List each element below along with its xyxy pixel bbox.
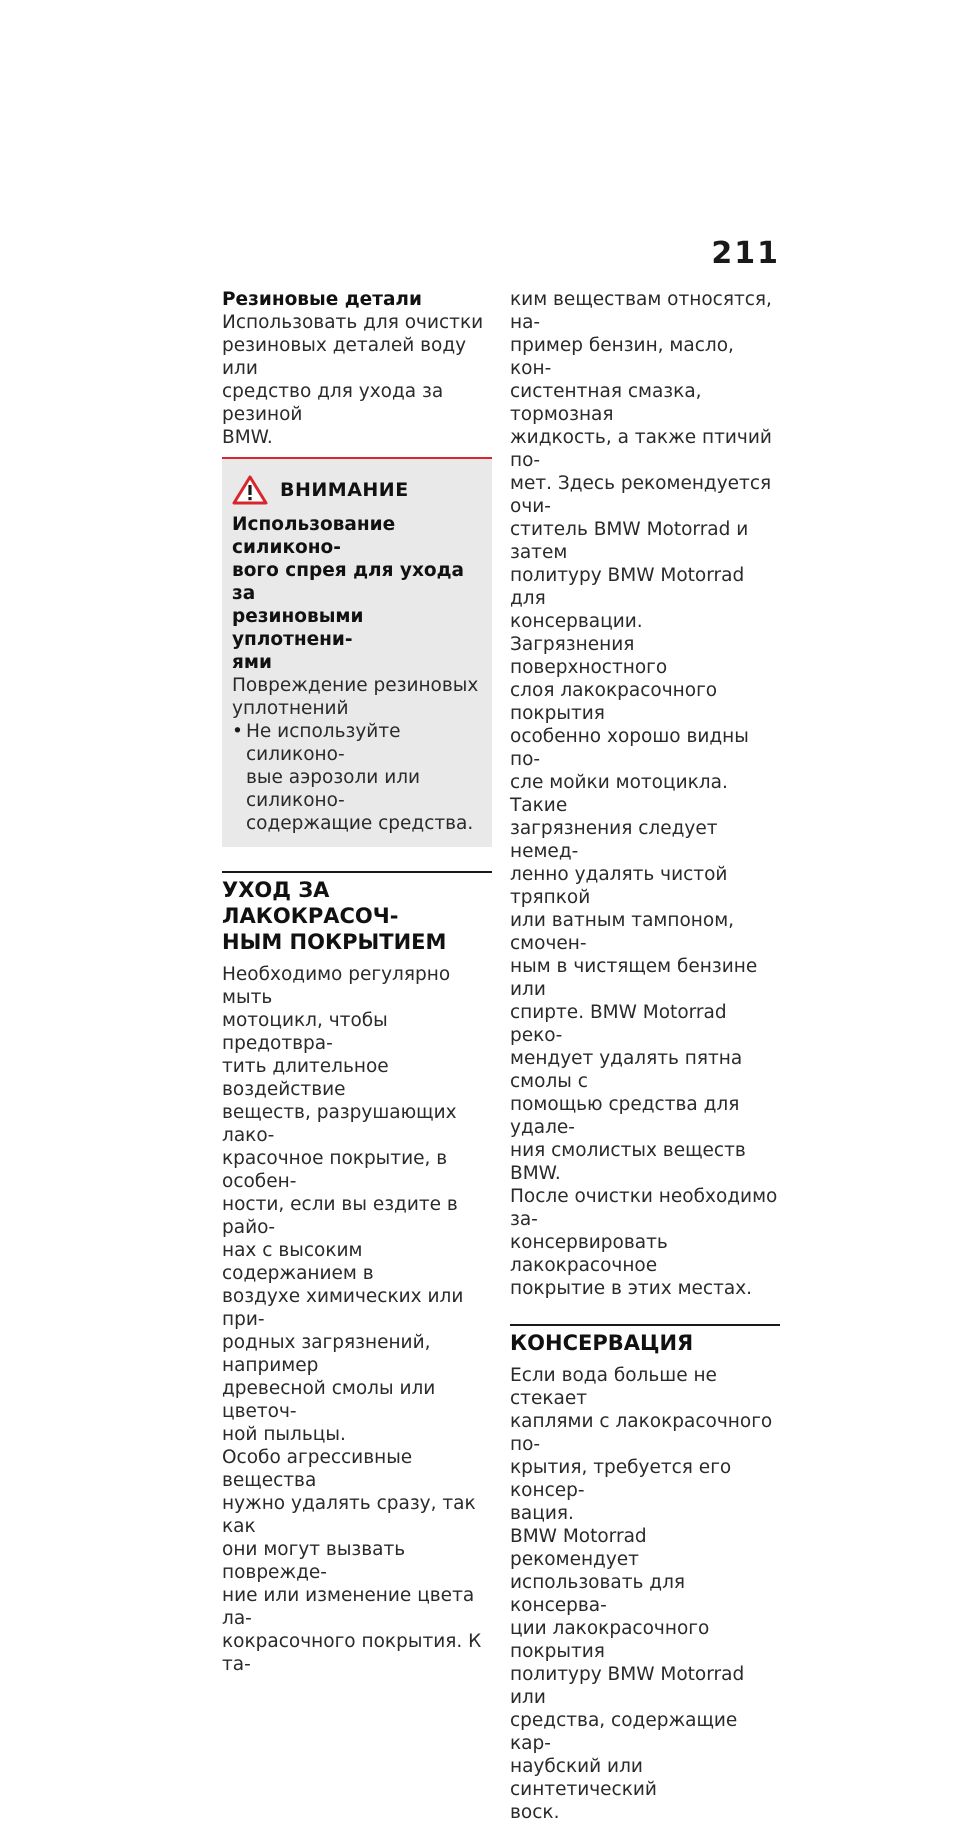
paint-care-para3: Загрязнения поверхностного слоя лакокрасочного покрытия особенно хорошо видны по- сле мойки мотоцикла. Такие загрязнения следует немед- ленно удалять чистой тряпкой или ватным тампоном, смочен- ным в чистящем бензине или спирте. BMW Motorrad реко- мендует удалять пятна смолы с помощью средства для удале- ния смолистых веществ BMW. (510, 634, 758, 1184)
warning-box (222, 457, 492, 847)
conservation-section (510, 1324, 780, 1824)
paint-care-para2-cont: ким веществам относятся, на- пример бензин, масло, кон- систентная смазка, тормозная жидкость, а также птичий по- мет. Здесь рекомендуется очи- ститель BMW Motorrad и затем политуру BMW Motorrad для консервации. (510, 289, 772, 632)
rubber-parts-heading: Резиновые детали (222, 289, 422, 310)
conservation-para1: Если вода больше не стекает каплями с лакокрасочного по- крытия, требуется его консер- вация. (510, 1365, 773, 1524)
warning-title: ВНИМАНИЕ (280, 479, 409, 501)
conservation-title: КОНСЕРВАЦИЯ (510, 1324, 780, 1356)
bullet-dot-icon: • (232, 721, 243, 742)
paint-care-title: УХОД ЗА ЛАКОКРАСОЧ- НЫМ ПОКРЫТИЕМ (222, 871, 492, 955)
left-column (222, 288, 492, 1676)
warning-consequence: Повреждение резиновых уплотнений (232, 675, 479, 719)
paint-care-para2: Особо агрессивные вещества нужно удалять сразу, так как они могут вызвать поврежде- ние или изменение цвета ла- кокрасочного покрытия. К та- (222, 1447, 482, 1675)
conservation-para2: BMW Motorrad рекомендует использовать для консерва- ции лакокрасочного покрытия политуру BMW Motorrad или средства, содержащие кар- наубский или синтетический воск. (510, 1526, 745, 1823)
paint-care-section (222, 871, 492, 1676)
warning-bullet (232, 720, 484, 835)
paint-care-para1: Необходимо регулярно мыть мотоцикл, чтобы предотвра- тить длительное воздействие веществ, разрушающих лако- красочное покрытие, в особен- ности, если вы ездите в райо- нах с высоким содержанием в воздухе химических или при- родных загрязнений, например древесной смолы или цветоч- ной пыльцы. (222, 964, 464, 1445)
warning-header (232, 475, 484, 505)
warning-bullet-text: Не используйте силиконо- вые аэрозоли или силиконо- содержащие средства. (246, 721, 474, 834)
warning-triangle-icon (232, 475, 268, 505)
page-number: 211 (711, 236, 780, 271)
paint-care-para4: После очистки необходимо за- консервировать лакокрасочное покрытие в этих местах. (510, 1186, 778, 1299)
right-column (510, 288, 780, 1824)
warning-heading: Использование силиконо- вого спрея для ухода за резиновыми уплотнени- ями (232, 514, 465, 673)
rubber-parts-text: Использовать для очистки резиновых деталей воду или средство для ухода за резиной BMW. (222, 312, 484, 448)
